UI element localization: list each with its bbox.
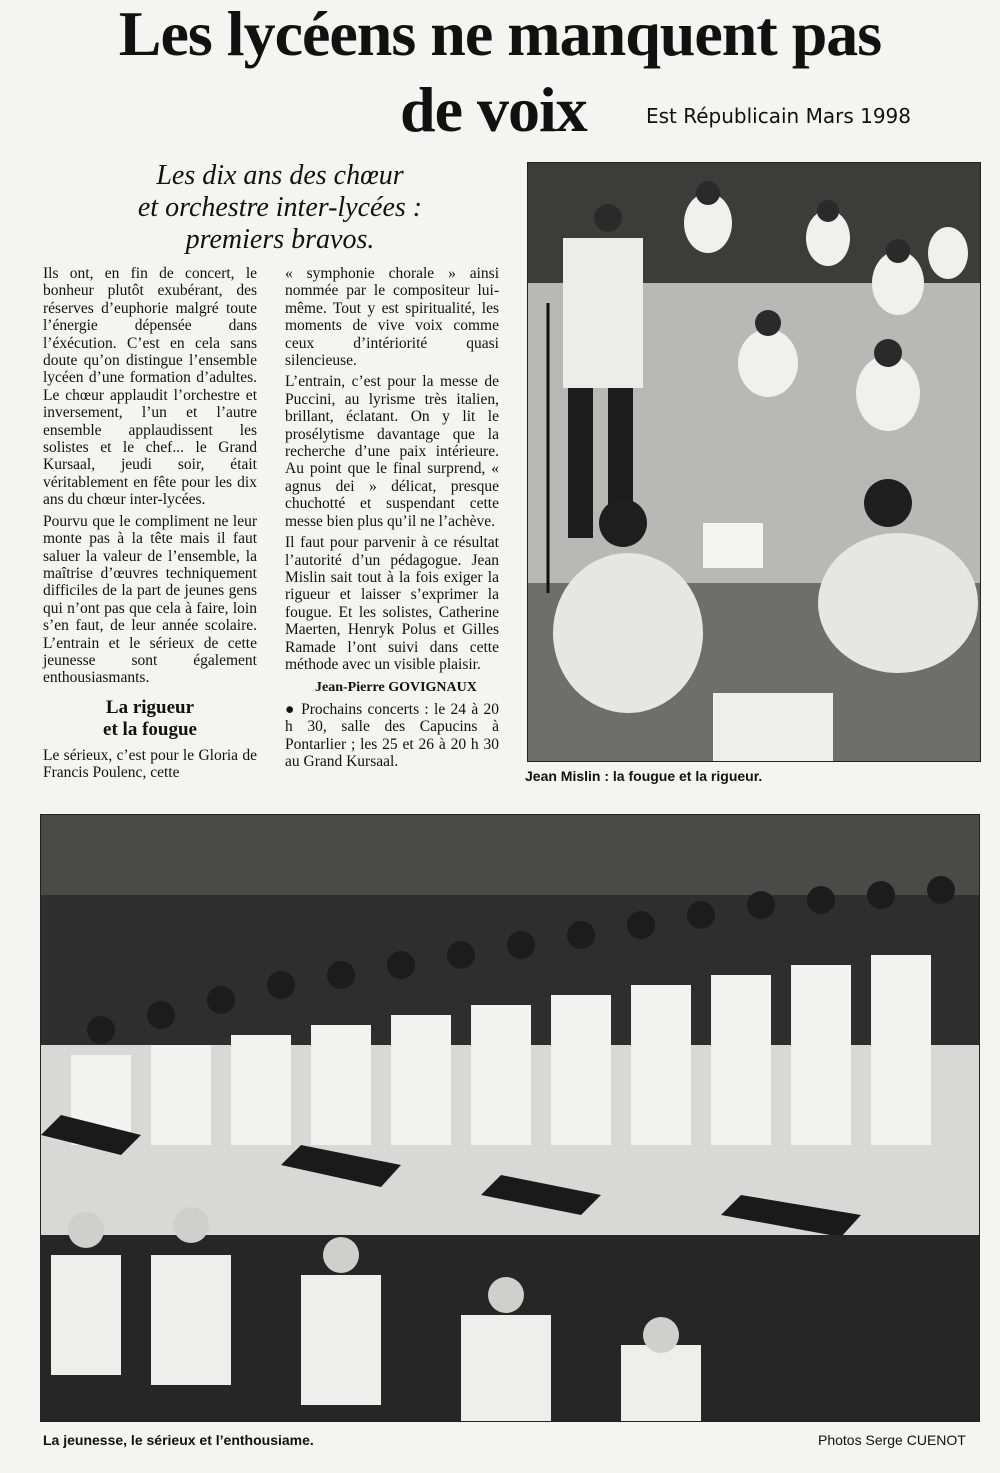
- intertitle: [43, 697, 257, 741]
- subtitle-line: et orchestre inter-lycées :: [137, 192, 423, 223]
- subtitle: [40, 160, 520, 256]
- headline: Les lycéens ne manquent pas: [118, 0, 882, 69]
- paragraph: L’entrain, c’est pour la messe de Puccini, au lyrisme très italien, brillant, éclatant. On y lit le prosélytisme davantage que la recherche d’une paix intérieure. Au point que le final surprend, « agnus dei » délicat, presque chuchotté et suspendant cette messe bien plus qu’il ne l’achève.: [285, 373, 499, 530]
- author-signature: Jean-Pierre GOVIGNAUX: [315, 680, 477, 696]
- photo-credit: Photos Serge CUENOT: [818, 1432, 966, 1448]
- intertitle-line: et la fougue: [103, 718, 197, 740]
- article-column-2: [285, 265, 499, 774]
- source-label: Est Républicain Mars 1998: [646, 104, 911, 128]
- paragraph: Ils ont, en fin de concert, le bonheur plutôt exubérant, des réserves d’euphorie malgré toute l’énergie dépensée dans l’éxécution. C’est en cela sans doute qu’on distingue l’ensemble lycéen d’une formation d’adultes. Le chœur applaudit l’orchestre et inversement, l’un et l’autre ensemble applaudissent les solistes et le chef... le Grand Kursaal, jeudi soir, était véritablement en fête pour les dix ans du chœur inter-lycées.: [43, 265, 257, 509]
- conductor-photo: [527, 162, 981, 762]
- photo-caption: Jean Mislin : la fougue et la rigueur.: [525, 768, 763, 784]
- concerts-note: ● Prochains concerts : le 24 à 20 h 30, salle des Capucins à Pontarlier ; les 25 et 26 à 20 h 30 au Grand Kursaal.: [285, 700, 499, 770]
- headline-line2: de voix: [400, 74, 587, 145]
- subtitle-line: Les dix ans des chœur: [156, 160, 404, 191]
- photo-caption: La jeunesse, le sérieux et l’enthousiame.: [43, 1432, 314, 1448]
- subtitle-line: premiers bravos.: [185, 224, 375, 255]
- choir-photo-image: [41, 815, 979, 1421]
- paragraph: Pourvu que le compliment ne leur monte pas à la tête mais il faut saluer la valeur de l’ensemble, la maîtrise d’œuvres techniquement difficiles de la part de jeunes gens qui n’ont pas que cela à faire, loin s’en faut, de leur année scolaire. L’entrain et le sérieux de cette jeunesse sont également enthousiasmants.: [43, 512, 257, 687]
- paragraph: Le sérieux, c’est pour le Gloria de Francis Poulenc, cette: [43, 746, 257, 782]
- intertitle-line: La rigueur: [105, 696, 195, 718]
- choir-photo: [40, 814, 980, 1422]
- conductor-photo-image: [528, 163, 980, 761]
- article-column-1: [43, 265, 257, 786]
- paragraph: « symphonie chorale » ainsi nommée par le compositeur lui-même. Tout y est spiritualité, les moments de vive voix comme ceux d’intériorité quasi silencieuse.: [285, 265, 499, 370]
- paragraph: Il faut pour parvenir à ce résultat l’autorité d’un pédagogue. Jean Mislin sait tout à la fois exiger la rigueur et laisser s’exprimer la fougue. Et les solistes, Catherine Maerten, Henryk Polus et Gilles Ramade l’ont suivi dans cette méthode avec un visible plaisir.: [285, 534, 499, 673]
